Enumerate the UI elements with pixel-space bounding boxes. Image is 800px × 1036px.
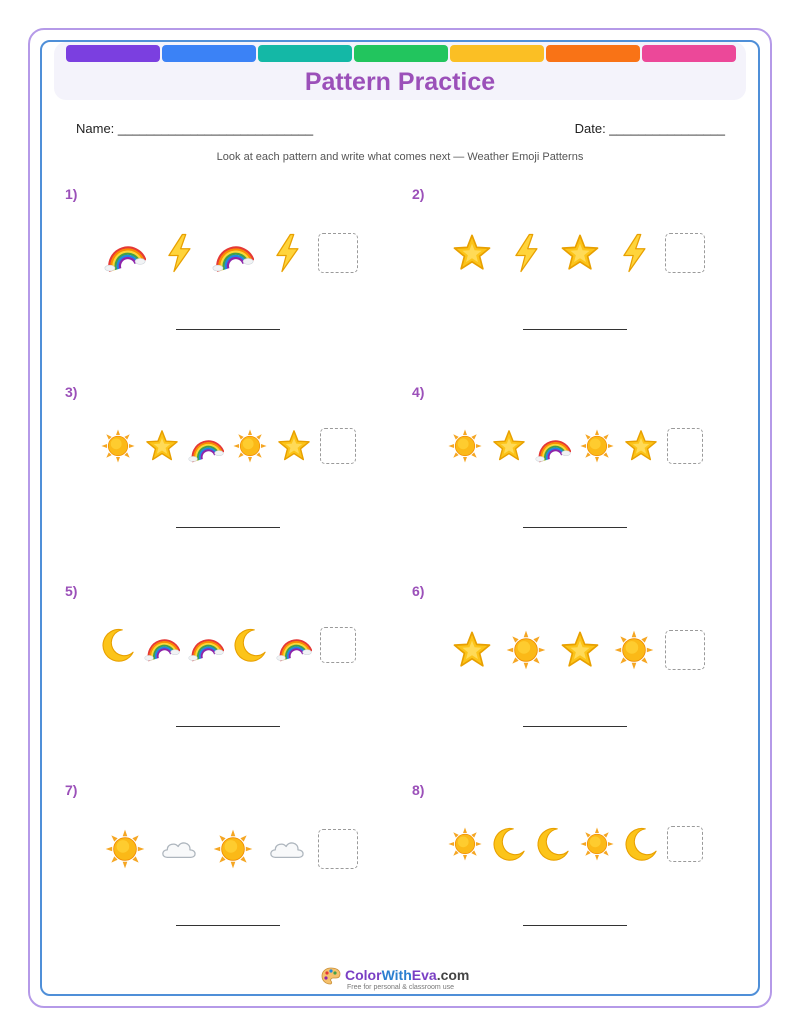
answer-box[interactable] bbox=[318, 829, 358, 869]
sun-icon bbox=[443, 424, 487, 468]
rainbow-bar-segment bbox=[258, 45, 352, 62]
sun-icon bbox=[98, 822, 152, 876]
moon-icon bbox=[228, 623, 272, 667]
answer-line[interactable] bbox=[176, 329, 280, 330]
rainbow-bar-segment bbox=[66, 45, 160, 62]
rainbow-icon bbox=[272, 623, 316, 667]
answer-box[interactable] bbox=[320, 627, 356, 663]
page-title: Pattern Practice bbox=[304, 68, 496, 96]
star-icon bbox=[272, 424, 316, 468]
rainbow-icon bbox=[184, 424, 228, 468]
sun-icon bbox=[575, 822, 619, 866]
star-icon bbox=[487, 424, 531, 468]
problem-number: 2) bbox=[412, 186, 425, 202]
answer-line[interactable] bbox=[176, 726, 280, 727]
sun-icon bbox=[228, 424, 272, 468]
lightning-icon bbox=[152, 226, 206, 280]
pattern-sequence bbox=[445, 226, 705, 280]
problem-number: 4) bbox=[412, 384, 425, 400]
pattern-sequence bbox=[96, 623, 356, 667]
moon-icon bbox=[487, 822, 531, 866]
problem-number: 7) bbox=[65, 782, 78, 798]
pattern-sequence bbox=[445, 623, 705, 677]
answer-box[interactable] bbox=[665, 233, 705, 273]
date-field[interactable]: Date: ________________ bbox=[574, 121, 725, 136]
palette-icon bbox=[321, 966, 341, 986]
problem-number: 8) bbox=[412, 782, 425, 798]
name-field[interactable]: Name: ___________________________ bbox=[76, 121, 314, 136]
star-icon bbox=[553, 623, 607, 677]
cloud-icon bbox=[260, 822, 314, 876]
rainbow-bar-segment bbox=[546, 45, 640, 62]
rainbow-icon bbox=[98, 226, 152, 280]
star-icon bbox=[445, 226, 499, 280]
moon-icon bbox=[619, 822, 663, 866]
answer-line[interactable] bbox=[523, 329, 627, 330]
star-icon bbox=[619, 424, 663, 468]
rainbow-icon bbox=[206, 226, 260, 280]
pattern-sequence bbox=[443, 822, 703, 866]
answer-box[interactable] bbox=[667, 428, 703, 464]
answer-box[interactable] bbox=[665, 630, 705, 670]
pattern-sequence bbox=[98, 822, 358, 876]
footer-tagline: Free for personal & classroom use bbox=[347, 984, 454, 991]
star-icon bbox=[553, 226, 607, 280]
pattern-sequence bbox=[443, 424, 703, 468]
instructions: Look at each pattern and write what comes next — Weather Emoji Patterns bbox=[216, 151, 584, 163]
answer-box[interactable] bbox=[320, 428, 356, 464]
moon-icon bbox=[531, 822, 575, 866]
answer-line[interactable] bbox=[176, 527, 280, 528]
lightning-icon bbox=[499, 226, 553, 280]
sun-icon bbox=[575, 424, 619, 468]
pattern-sequence bbox=[98, 226, 358, 280]
answer-line[interactable] bbox=[523, 527, 627, 528]
footer-brand[interactable]: ColorWithEva.com bbox=[345, 967, 470, 983]
problem-number: 6) bbox=[412, 583, 425, 599]
cloud-icon bbox=[152, 822, 206, 876]
answer-box[interactable] bbox=[667, 826, 703, 862]
rainbow-bar bbox=[66, 45, 736, 62]
pattern-sequence bbox=[96, 424, 356, 468]
sun-icon bbox=[443, 822, 487, 866]
sun-icon bbox=[607, 623, 661, 677]
answer-line[interactable] bbox=[523, 925, 627, 926]
answer-line[interactable] bbox=[523, 726, 627, 727]
rainbow-icon bbox=[531, 424, 575, 468]
rainbow-bar-segment bbox=[450, 45, 544, 62]
answer-line[interactable] bbox=[176, 925, 280, 926]
star-icon bbox=[445, 623, 499, 677]
rainbow-bar-segment bbox=[642, 45, 736, 62]
lightning-icon bbox=[607, 226, 661, 280]
sun-icon bbox=[96, 424, 140, 468]
problem-number: 1) bbox=[65, 186, 78, 202]
rainbow-icon bbox=[140, 623, 184, 667]
rainbow-bar-segment bbox=[162, 45, 256, 62]
lightning-icon bbox=[260, 226, 314, 280]
problem-number: 5) bbox=[65, 583, 78, 599]
rainbow-icon bbox=[184, 623, 228, 667]
sun-icon bbox=[499, 623, 553, 677]
rainbow-bar-segment bbox=[354, 45, 448, 62]
star-icon bbox=[140, 424, 184, 468]
problem-number: 3) bbox=[65, 384, 78, 400]
moon-icon bbox=[96, 623, 140, 667]
sun-icon bbox=[206, 822, 260, 876]
answer-box[interactable] bbox=[318, 233, 358, 273]
